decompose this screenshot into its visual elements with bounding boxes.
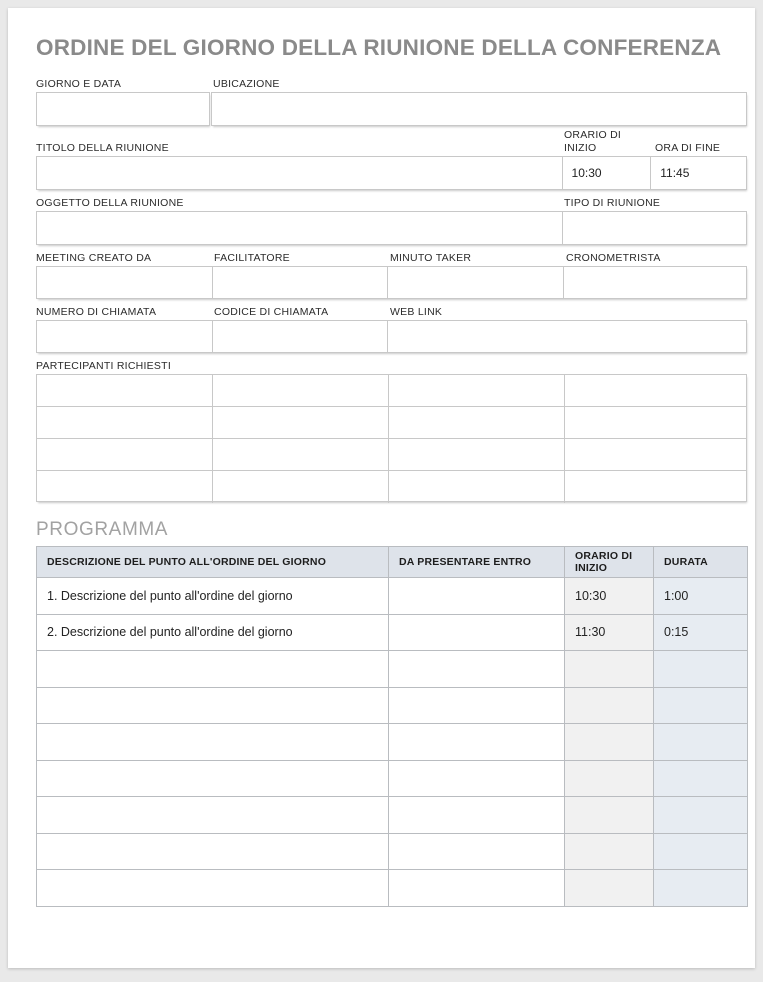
section-heading-programma: PROGRAMMA xyxy=(36,519,169,540)
field-timekeeper[interactable] xyxy=(564,267,746,298)
cell-presenter[interactable] xyxy=(389,724,565,761)
participant-cell[interactable] xyxy=(213,375,389,406)
participant-cell[interactable] xyxy=(389,375,565,406)
table-row xyxy=(37,407,746,439)
label-location: UBICAZIONE xyxy=(213,78,280,90)
label-web-link: WEB LINK xyxy=(390,306,443,318)
cell-start-time[interactable] xyxy=(565,760,654,797)
field-created-by[interactable] xyxy=(37,267,213,298)
table-row xyxy=(37,471,746,503)
label-call-number: NUMERO DI CHIAMATA xyxy=(36,306,157,318)
cell-presenter[interactable] xyxy=(389,687,565,724)
cell-description[interactable] xyxy=(37,724,389,761)
cell-description[interactable]: 2. Descrizione del punto all'ordine del giorno xyxy=(37,614,389,651)
label-call-code: CODICE DI CHIAMATA xyxy=(214,306,329,318)
table-row xyxy=(37,439,746,471)
field-end-time[interactable] xyxy=(651,157,746,189)
cell-duration[interactable] xyxy=(654,687,748,724)
cell-start-time[interactable] xyxy=(565,687,654,724)
field-web-link[interactable] xyxy=(388,321,746,352)
table-row xyxy=(37,724,748,761)
table-row xyxy=(37,375,746,407)
cell-duration[interactable] xyxy=(654,870,748,907)
call-info-row xyxy=(36,320,747,353)
table-row xyxy=(37,870,748,907)
participant-cell[interactable] xyxy=(37,471,213,503)
cell-start-time[interactable] xyxy=(565,651,654,688)
label-meeting-type: TIPO DI RIUNIONE xyxy=(564,197,661,209)
col-header-start-time-line1: ORARIO DI xyxy=(575,550,633,562)
label-meeting-subject: OGGETTO DELLA RIUNIONE xyxy=(36,197,184,209)
col-header-duration: DURATA xyxy=(654,547,748,578)
cell-presenter[interactable] xyxy=(389,578,565,615)
field-meeting-type[interactable] xyxy=(563,212,746,244)
participant-cell[interactable] xyxy=(213,471,389,503)
cell-duration[interactable]: 1:00 xyxy=(654,578,748,615)
cell-duration[interactable] xyxy=(654,724,748,761)
table-row xyxy=(37,614,748,651)
cell-description[interactable] xyxy=(37,760,389,797)
cell-start-time[interactable] xyxy=(565,870,654,907)
cell-start-time[interactable] xyxy=(565,797,654,834)
field-call-code[interactable] xyxy=(213,321,389,352)
field-end-time-value: 11:45 xyxy=(660,166,690,180)
cell-presenter[interactable] xyxy=(389,797,565,834)
field-location[interactable] xyxy=(211,92,747,126)
col-header-description: DESCRIZIONE DEL PUNTO ALL'ORDINE DEL GIORNO xyxy=(37,547,389,578)
cell-duration[interactable] xyxy=(654,651,748,688)
label-meeting-title: TITOLO DELLA RIUNIONE xyxy=(36,142,169,154)
cell-description[interactable] xyxy=(37,687,389,724)
cell-start-time[interactable]: 11:30 xyxy=(565,614,654,651)
label-day-and-date: GIORNO E DATA xyxy=(36,78,122,90)
schedule-body xyxy=(37,578,748,907)
label-start-time-line2: INIZIO xyxy=(564,142,597,154)
col-header-start-time-line2: INIZIO xyxy=(575,562,608,574)
label-end-time: ORA DI FINE xyxy=(655,142,721,154)
schedule-table xyxy=(36,546,748,907)
page-title: ORDINE DEL GIORNO DELLA RIUNIONE DELLA CONFERENZA xyxy=(36,35,722,60)
cell-start-time[interactable] xyxy=(565,833,654,870)
cell-presenter[interactable] xyxy=(389,833,565,870)
participant-cell[interactable] xyxy=(213,439,389,470)
field-start-time-value: 10:30 xyxy=(571,166,602,180)
field-facilitator[interactable] xyxy=(213,267,389,298)
cell-duration[interactable] xyxy=(654,760,748,797)
table-row xyxy=(37,833,748,870)
cell-duration[interactable] xyxy=(654,797,748,834)
field-call-number[interactable] xyxy=(37,321,213,352)
table-row xyxy=(37,578,748,615)
participant-cell[interactable] xyxy=(213,407,389,438)
cell-start-time[interactable] xyxy=(565,724,654,761)
field-meeting-subject[interactable] xyxy=(37,212,563,244)
cell-presenter[interactable] xyxy=(389,651,565,688)
roles-row xyxy=(36,266,747,299)
cell-start-time[interactable]: 10:30 xyxy=(565,578,654,615)
cell-description[interactable] xyxy=(37,833,389,870)
cell-presenter[interactable] xyxy=(389,870,565,907)
cell-presenter[interactable] xyxy=(389,760,565,797)
cell-description[interactable] xyxy=(37,797,389,834)
cell-description[interactable] xyxy=(37,870,389,907)
participant-cell[interactable] xyxy=(37,375,213,406)
label-timekeeper: CRONOMETRISTA xyxy=(566,252,661,264)
participant-cell[interactable] xyxy=(37,439,213,470)
participant-cell[interactable] xyxy=(389,471,565,503)
meeting-subject-row xyxy=(36,211,747,245)
field-meeting-title[interactable] xyxy=(37,157,563,189)
meeting-title-row xyxy=(36,156,747,190)
label-minute-taker: MINUTO TAKER xyxy=(390,252,472,264)
label-required-participants: PARTECIPANTI RICHIESTI xyxy=(36,360,172,372)
participants-grid xyxy=(36,374,747,502)
cell-description[interactable] xyxy=(37,651,389,688)
label-start-time-line1: ORARIO DI xyxy=(564,129,622,141)
participant-cell[interactable] xyxy=(565,471,746,503)
participant-cell[interactable] xyxy=(565,407,746,438)
field-start-time[interactable] xyxy=(563,157,652,189)
table-row xyxy=(37,797,748,834)
document-page xyxy=(8,8,755,968)
cell-presenter[interactable] xyxy=(389,614,565,651)
table-row xyxy=(37,687,748,724)
participant-cell[interactable] xyxy=(565,439,746,470)
participant-cell[interactable] xyxy=(389,407,565,438)
field-minute-taker[interactable] xyxy=(388,267,564,298)
cell-duration[interactable]: 0:15 xyxy=(654,614,748,651)
table-row xyxy=(37,651,748,688)
participant-cell[interactable] xyxy=(565,375,746,406)
participant-cell[interactable] xyxy=(37,407,213,438)
table-row xyxy=(37,760,748,797)
col-header-presenter: DA PRESENTARE ENTRO xyxy=(389,547,565,578)
col-header-start-time xyxy=(565,547,654,578)
cell-duration[interactable] xyxy=(654,833,748,870)
field-day-and-date[interactable] xyxy=(36,92,210,126)
cell-description[interactable]: 1. Descrizione del punto all'ordine del giorno xyxy=(37,578,389,615)
label-created-by: MEETING CREATO DA xyxy=(36,252,152,264)
schedule-header-row xyxy=(37,547,748,578)
participant-cell[interactable] xyxy=(389,439,565,470)
label-facilitator: FACILITATORE xyxy=(214,252,290,264)
